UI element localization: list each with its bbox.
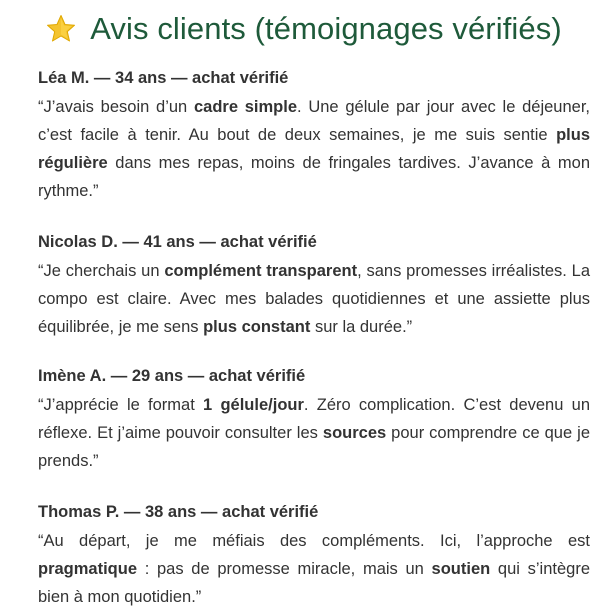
review-author: Nicolas D. — 41 ans — achat vérifié bbox=[38, 233, 317, 251]
quote-highlight: cadre simple bbox=[193, 98, 298, 116]
review-author: Imène A. — 29 ans — achat vérifié bbox=[38, 367, 306, 385]
review-quote bbox=[38, 93, 590, 205]
quote-highlight: plus régulière bbox=[38, 126, 590, 172]
page-title: Avis clients (témoignages vérifiés) bbox=[90, 11, 562, 46]
quote-text: “J’apprécie le format bbox=[38, 396, 204, 414]
quote-highlight: 1 gélule/jour bbox=[203, 396, 304, 414]
review-item bbox=[38, 233, 590, 341]
quote-text: dans mes repas, moins de fringales tardives. J’avance à mon rythme.” bbox=[38, 154, 590, 200]
quote-highlight: complément transparent bbox=[164, 262, 358, 280]
review-quote bbox=[38, 527, 590, 611]
reviews-list bbox=[38, 69, 590, 611]
star-icon bbox=[46, 14, 76, 44]
review-quote bbox=[38, 391, 590, 475]
review-author: Thomas P. — 38 ans — achat vérifié bbox=[38, 503, 319, 521]
review-item bbox=[38, 503, 590, 611]
quote-highlight: pragmatique bbox=[38, 560, 138, 578]
quote-text: , sans promesses irréalistes. La compo est claire. Avec mes balades quotidiennes et une assiette plus équilibrée, je me sens bbox=[38, 262, 590, 336]
quote-text: “Je cherchais un bbox=[38, 262, 165, 280]
quote-text: . Une gélule par jour avec le déjeuner, c’est facile à tenir. Au bout de deux semaines, je me suis sentie bbox=[38, 98, 591, 144]
quote-text: “J’avais besoin d’un bbox=[38, 98, 194, 116]
quote-text: sur la durée.” bbox=[310, 318, 413, 336]
quote-text: : pas de promesse miracle, mais un bbox=[137, 560, 432, 578]
quote-text: pour comprendre ce que je prends.” bbox=[38, 424, 590, 470]
quote-text: qui s’intègre bien à mon quotidien.” bbox=[38, 560, 590, 606]
quote-text: . Zéro complication. C’est devenu un réflexe. Et j’aime pouvoir consulter les bbox=[38, 396, 591, 442]
review-item bbox=[38, 69, 590, 205]
quote-highlight: plus constant bbox=[203, 318, 311, 336]
quote-highlight: soutien bbox=[431, 560, 491, 578]
quote-highlight: sources bbox=[322, 424, 387, 442]
review-item bbox=[38, 367, 590, 475]
quote-text: “Au départ, je me méfiais des compléments. Ici, l’approche est bbox=[38, 532, 590, 550]
review-author: Léa M. — 34 ans — achat vérifié bbox=[38, 69, 289, 87]
title-row bbox=[18, 0, 590, 58]
review-quote bbox=[38, 257, 590, 341]
